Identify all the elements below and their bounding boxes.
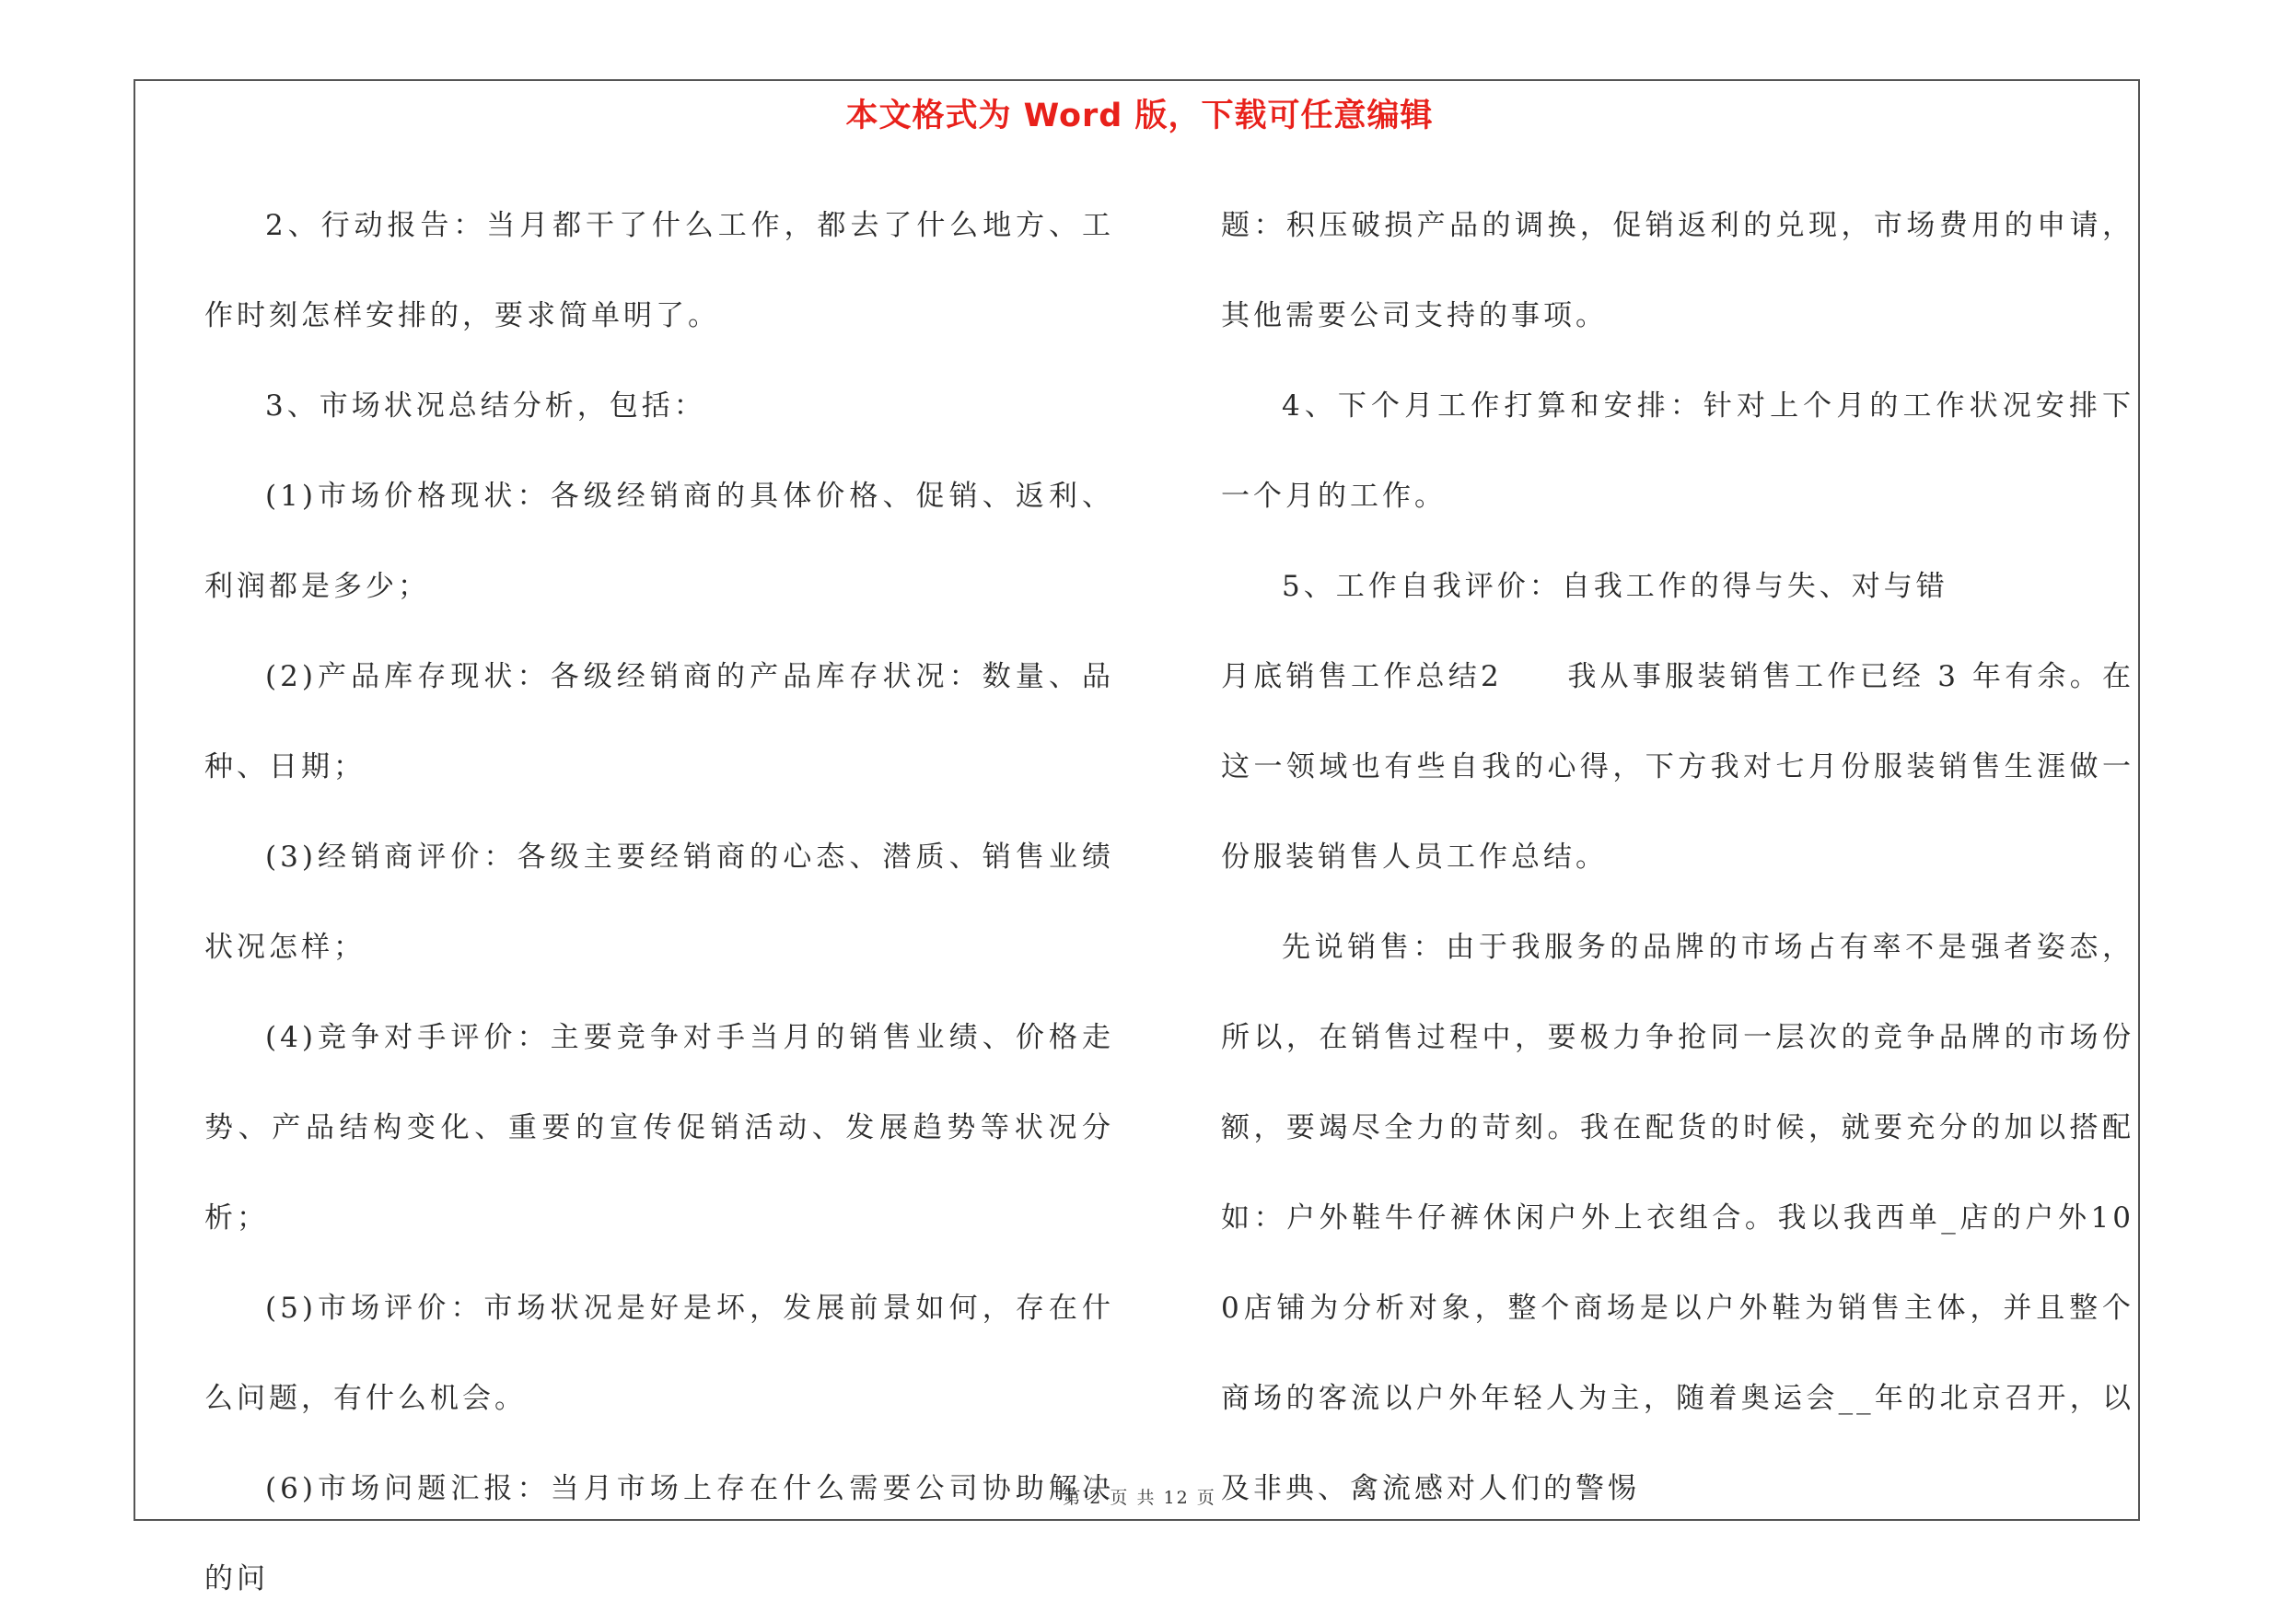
paragraph-summary-2-intro: 月底销售工作总结2 我从事服装销售工作已经 3 年有余。在这一领域也有些自我的心得，下方我对七月份服装销售生涯做一份服装销售人员工作总结。 bbox=[1221, 660, 2134, 874]
left-text-column bbox=[204, 180, 1114, 1624]
paragraph-issues-continued: 题：积压破损产品的调换，促销返利的兑现，市场费用的申请，其他需要公司支持的事项。 bbox=[1221, 209, 2134, 332]
right-text-column bbox=[1221, 180, 2134, 1534]
paragraph-market-price: (1)市场价格现状：各级经销商的具体价格、促销、返利、利润都是多少； bbox=[204, 480, 1114, 603]
paragraph-self-evaluation: 5、工作自我评价：自我工作的得与失、对与错 bbox=[1282, 570, 1948, 603]
paragraph-dealer-evaluation: (3)经销商评价：各级主要经销商的心态、潜质、销售业绩状况怎样； bbox=[204, 841, 1114, 964]
paragraph-market-evaluation: (5)市场评价：市场状况是好是坏，发展前景如何，存在什么问题，有什么机会。 bbox=[204, 1292, 1114, 1415]
paragraph-action-report: 2、行动报告：当月都干了什么工作，都去了什么地方、工作时刻怎样安排的，要求简单明了。 bbox=[204, 209, 1114, 332]
paragraph-next-month-plan: 4、下个月工作打算和安排：针对上个月的工作状况安排下一个月的工作。 bbox=[1221, 389, 2134, 513]
paragraph-sales-discussion: 先说销售：由于我服务的品牌的市场占有率不是强者姿态，所以，在销售过程中，要极力争抢同一层次的竞争品牌的市场份额，要竭尽全力的苛刻。我在配货的时候，就要充分的加以搭配如：户外鞋牛仔裤休闲户外上衣组合。我以我西单_店的户外100店铺为分析对象，整个商场是以户外鞋为销售主体，并且整个商场的客流以户外年轻人为主，随着奥运会__年的北京召开，以及非典、禽流感对人们的警惕 bbox=[1221, 931, 2134, 1505]
paragraph-inventory: (2)产品库存现状：各级经销商的产品库存状况：数量、品种、日期； bbox=[204, 660, 1114, 783]
page-number-footer: 第 2 页 共 12 页 bbox=[1063, 1488, 1216, 1508]
document-header-notice: 本文格式为 Word 版，下载可任意编辑 bbox=[845, 98, 1434, 134]
paragraph-market-issues: (6)市场问题汇报：当月市场上存在什么需要公司协助解决的问 bbox=[204, 1472, 1114, 1595]
paragraph-market-analysis: 3、市场状况总结分析，包括： bbox=[265, 389, 706, 423]
paragraph-competitor-evaluation: (4)竞争对手评价：主要竞争对手当月的销售业绩、价格走势、产品结构变化、重要的宣传促销活动、发展趋势等状况分析； bbox=[204, 1021, 1114, 1235]
